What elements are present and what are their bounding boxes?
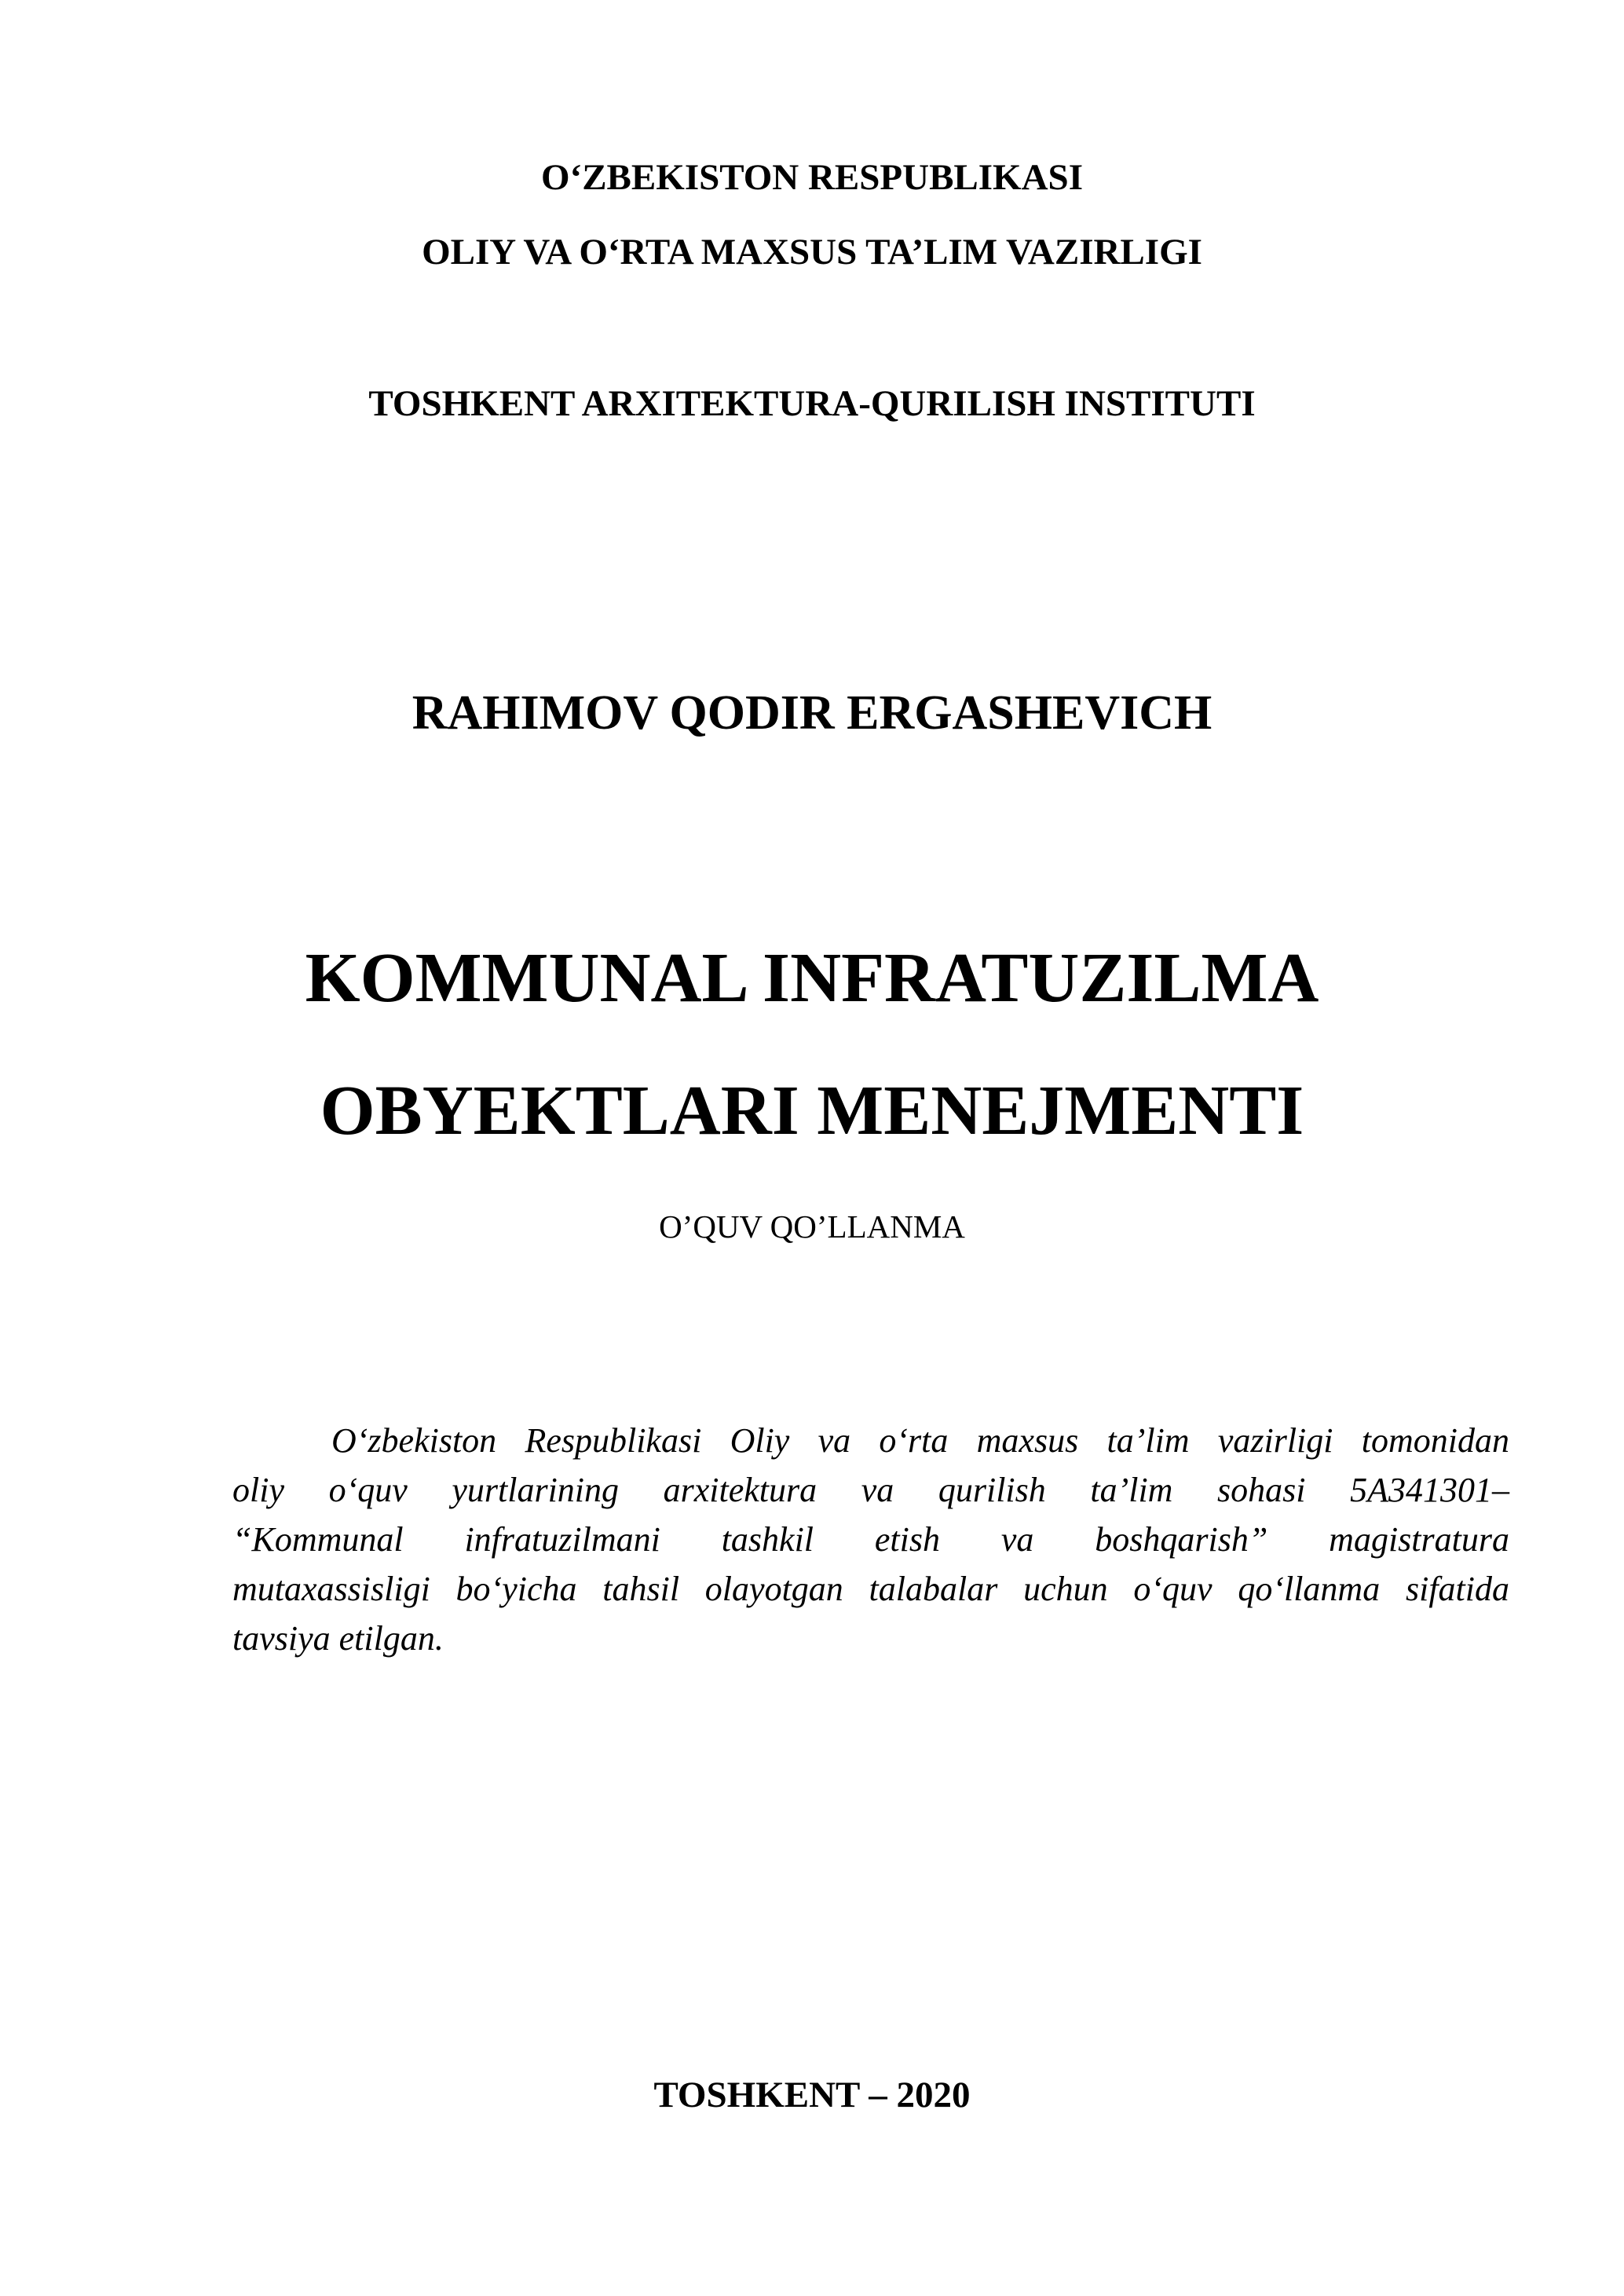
document-title-line2: OBYEKTLARI MENEJMENTI <box>320 1072 1304 1150</box>
institute-name: TOSHKENT ARXITEKTURA-QURILISH INSTITUTI <box>368 383 1256 424</box>
recommendation-paragraph <box>232 1416 1509 1663</box>
recommendation-line: “Kommunal infratuzilmani tashkil etish va boshqarish” magistratura <box>232 1520 1509 1559</box>
document-type: O’QUV QO’LLANMA <box>659 1208 965 1245</box>
recommendation-line: oliy o‘quv yurtlarining arxitektura va qurilish ta’lim sohasi 5A341301– <box>232 1471 1509 1509</box>
ministry-country-line: O‘ZBEKISTON RESPUBLIKASI <box>541 157 1083 198</box>
recommendation-line: tavsiya etilgan. <box>232 1619 444 1658</box>
recommendation-line: O‘zbekiston Respublikasi Oliy va o‘rta maxsus ta’lim vazirligi tomonidan <box>331 1421 1509 1460</box>
place-and-year: TOSHKENT – 2020 <box>653 2075 971 2115</box>
document-title-line1: KOMMUNAL INFRATUZILMA <box>305 939 1319 1017</box>
ministry-name-line: OLIY VA O‘RTA MAXSUS TA’LIM VAZIRLIGI <box>422 232 1202 272</box>
recommendation-line: mutaxassisligi bo‘yicha tahsil olayotgan talabalar uchun o‘quv qo‘llanma sifatida <box>232 1570 1509 1608</box>
author-name: RAHIMOV QODIR ERGASHEVICH <box>411 686 1213 740</box>
